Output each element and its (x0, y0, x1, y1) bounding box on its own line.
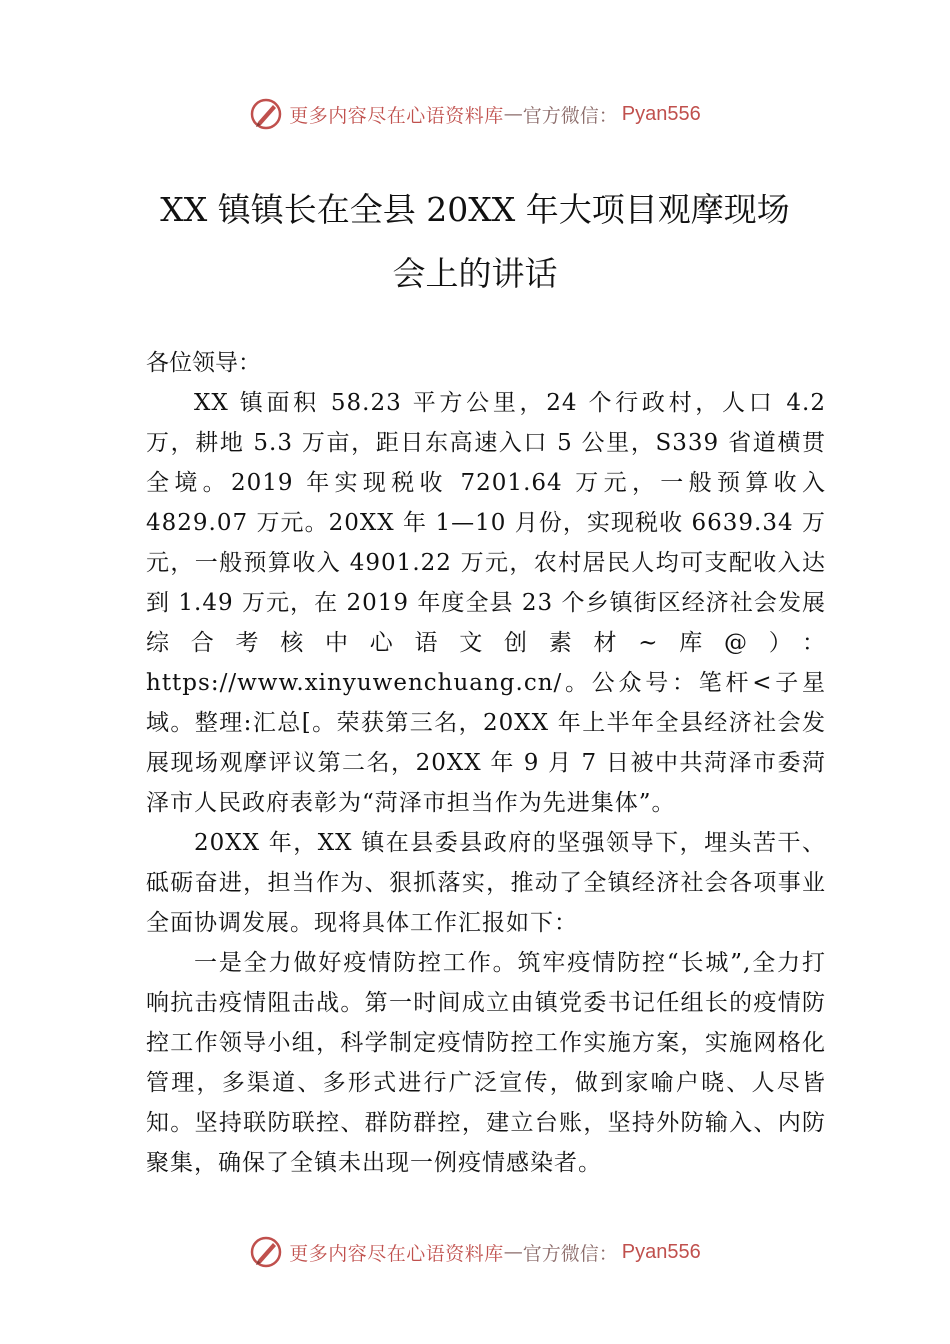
banner-site-text: 更多内容尽在心语资料库 (289, 104, 504, 127)
banner-wechat-id: Pyan556 (621, 102, 701, 125)
title-line-2: 会上的讲话 (392, 254, 558, 293)
footer-wechat-id: Pyan556 (621, 1240, 701, 1263)
title-line-1: XX 镇镇长在全县 20XX 年大项目观摩现场 (160, 190, 790, 229)
paragraph-overview: XX 镇面积 58.23 平方公里，24 个行政村，人口 4.2 万，耕地 5.3 万亩，距日东高速入口 5 公里，S339 省道横贯全境。2019 年实现税收 7201.64 万元，一般预算收入 4829.07 万元。20XX 年 1—10 月份，实现税收 6639.34 万元，一般预算收入 4901.22 万元，农村居民人均可支配收入达到 1.49 万元，在 2019 年度全县 23 个乡镇街区经济社会发展综合考核中心语文创素材~库@）：https://www.xinyuwenchuang.cn/。公众号：笔杆<子星域。整理:汇总[。荣获第三名，20XX 年上半年全县经济社会发展现场观摩评议第二名，20XX 年 9 月 7 日被中共菏泽市委菏泽市人民政府表彰为“菏泽市担当作为先进集体”。 (146, 390, 826, 816)
paragraph-epidemic: 一是全力做好疫情防控工作。筑牢疫情防控“长城”,全力打响抗击疫情阻击战。第一时间成立由镇党委书记任组长的疫情防控工作领导小组，科学制定疫情防控工作实施方案，实施网格化管理，多渠道、多形式进行广泛宣传，做到家喻户晓、人尽皆知。坚持联防联控、群防群控，建立台账，坚持外防输入、内防聚集，确保了全镇未出现一例疫情感染者。 (146, 950, 826, 1176)
banner-dash: — (503, 103, 523, 125)
document-body (146, 343, 826, 1183)
paragraph-intro: 20XX 年，XX 镇在县委县政府的坚强领导下，埋头苦干、砥砺奋进，担当作为、狠抓落实，推动了全镇经济社会各项事业全面协调发展。现将具体工作汇报如下： (146, 830, 826, 936)
banner-wechat-label: 官方微信： (522, 104, 618, 127)
pen-logo-icon (249, 1235, 283, 1269)
greeting: 各位领导： (146, 350, 261, 376)
header-banner (0, 94, 950, 134)
footer-site-text: 更多内容尽在心语资料库 (289, 1242, 504, 1265)
footer-wechat-label: 官方微信： (522, 1242, 618, 1265)
footer-banner (0, 1232, 950, 1272)
pen-logo-icon (249, 97, 283, 131)
footer-dash: — (503, 1241, 523, 1263)
document-title (0, 178, 950, 306)
